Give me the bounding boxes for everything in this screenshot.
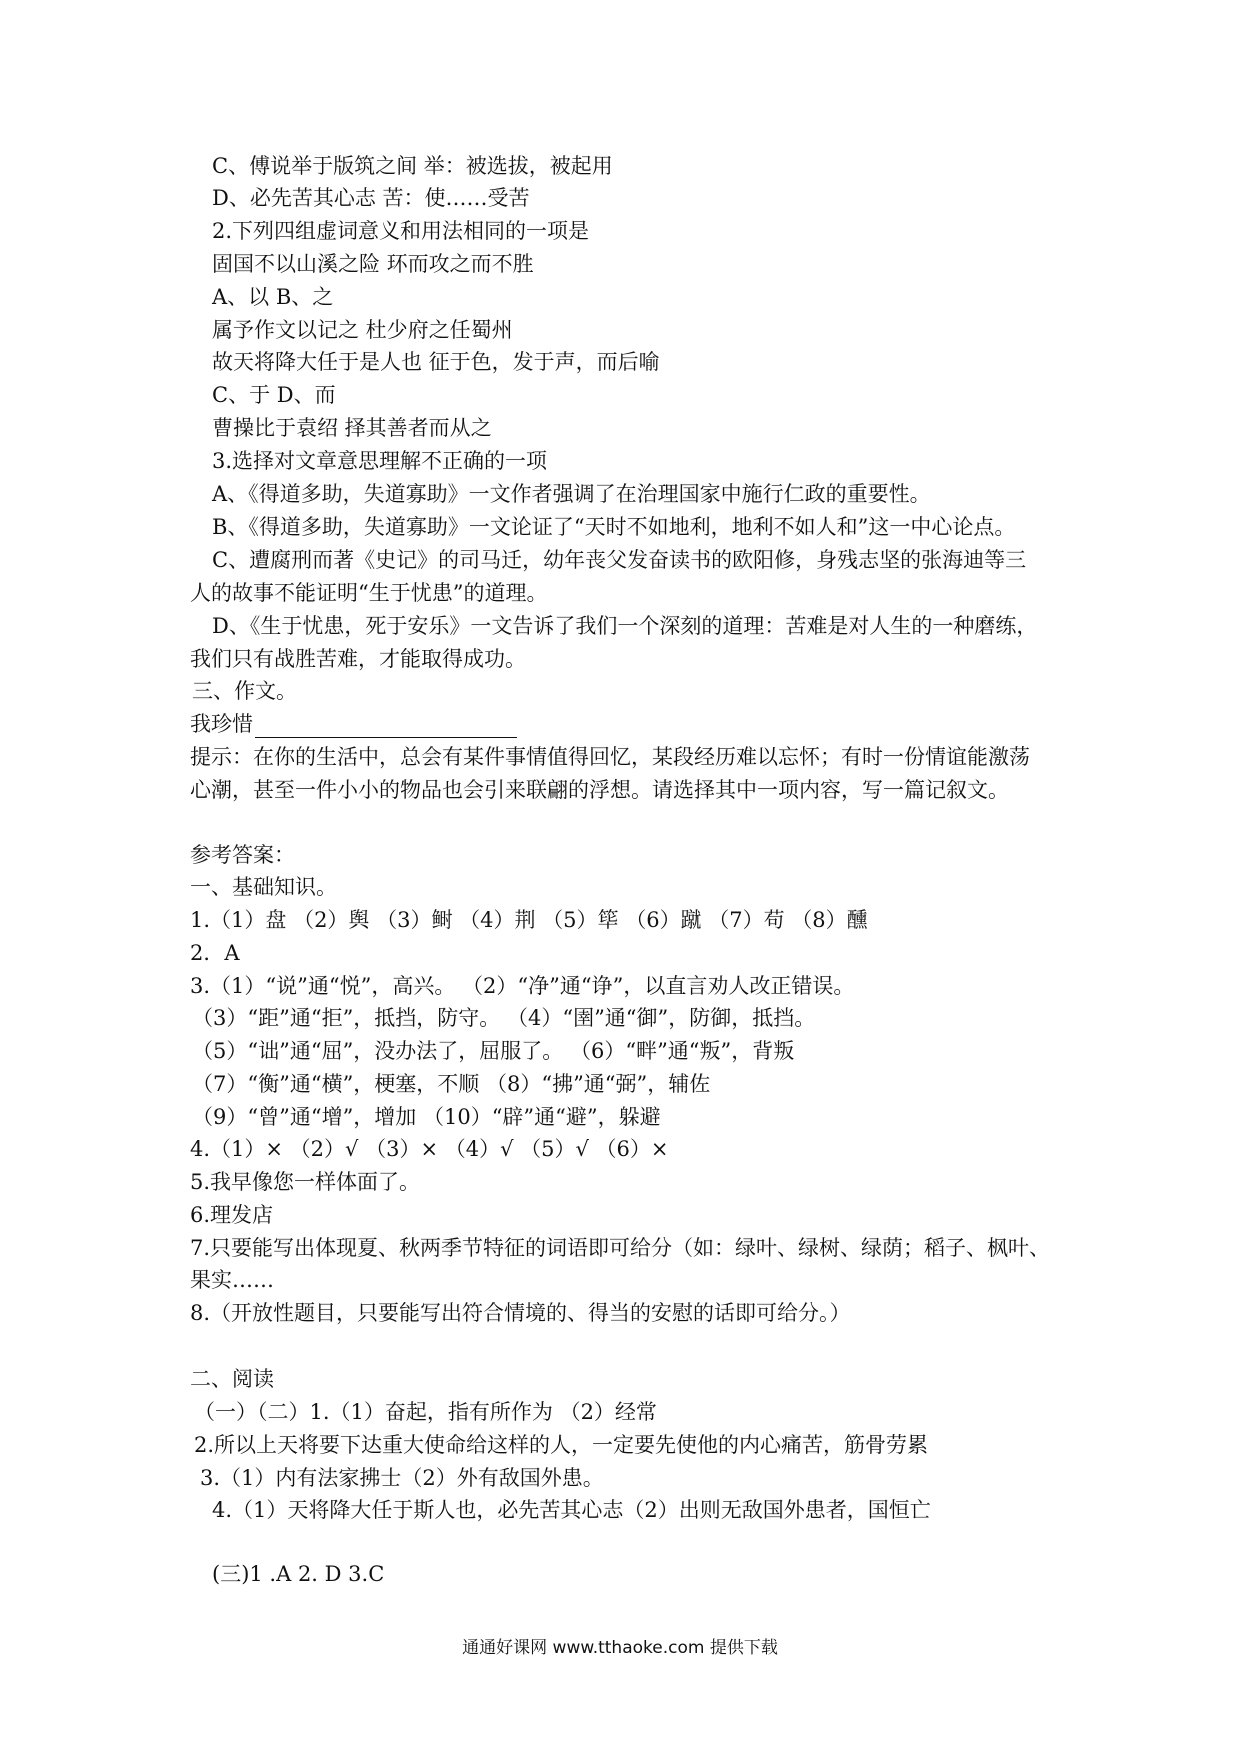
answer-8: 8.（开放性题目，只要能写出符合情境的、得当的安慰的话即可给分。） [190,1301,851,1325]
answers-section2-heading: 二、阅读 [190,1367,274,1391]
q2-pair-a-example: 固国不以山溪之险 环而攻之而不胜 [212,252,534,276]
q2-pair-d-example: 曹操比于袁绍 择其善者而从之 [212,416,492,440]
q3-option-d-line2: 我们只有战胜苦难，才能取得成功。 [190,647,526,671]
answer-3-line5: （9）“曾”通“增”，增加 （10）“辟”通“避”，躲避 [192,1105,661,1129]
page-footer: 通通好课网 www.tthaoke.com 提供下载 [462,1638,778,1658]
q3-option-a: A、《得道多助，失道寡助》一文作者强调了在治理国家中施行仁政的重要性。 [212,482,931,506]
q3-option-b: B、《得道多助，失道寡助》一文论证了“天时不如地利，地利不如人和”这一中心论点。 [212,515,1016,539]
answer-3-line2: （3）“距”通“拒”，抵挡，防守。 （4）“圉”通“御”，防御，抵挡。 [192,1006,816,1030]
essay-hint-line1: 提示：在你的生活中，总会有某件事情值得回忆，某段经历难以忘怀；有时一份情谊能激荡 [190,745,1030,769]
q1-option-c: C、傅说举于版筑之间 举：被选拔，被起用 [212,154,613,178]
answer-3-line4: （7）“衡”通“横”，梗塞，不顺 （8）“拂”通“弼”，辅佐 [192,1072,711,1096]
essay-hint-line2: 心潮，甚至一件小小的物品也会引来联翩的浮想。请选择其中一项内容，写一篇记叙文。 [190,778,1009,802]
q3-option-c-line2: 人的故事不能证明“生于忧患”的道理。 [190,581,548,605]
answer-4: 4.（1）× （2）√ （3）× （4）√ （5）√ （6）× [190,1137,669,1161]
answer-3-line1: 3.（1）“说”通“悦”，高兴。 （2）“净”通“诤”，以直言劝人改正错误。 [190,974,855,998]
q2-pair-c-example: 故天将降大任于是人也 征于色，发于声，而后喻 [212,350,660,374]
reading-answer-5: (三)1 .A 2. D 3.C [212,1562,385,1586]
essay-title-line [190,710,517,738]
essay-title-blank [255,715,517,738]
q2-prompt: 2.下列四组虚词意义和用法相同的一项是 [212,219,590,243]
q2-pair-b-example: 属予作文以记之 杜少府之任蜀州 [212,318,513,342]
q2-options-cd: C、于 D、而 [212,383,336,407]
reading-answer-2: 2.所以上天将要下达重大使命给这样的人，一定要先使他的内心痛苦，筋骨劳累 [194,1433,929,1457]
answers-section1-heading: 一、基础知识。 [190,875,337,899]
q2-options-ab: A、以 B、之 [212,285,334,309]
reading-answer-4: 4.（1）天将降大任于斯人也，必先苦其心志（2）出则无敌国外患者，国恒亡 [212,1498,931,1522]
answer-2: 2．A [190,941,240,965]
reading-answer-3: 3.（1）内有法家拂士（2）外有敌国外患。 [200,1466,604,1490]
answer-7-line2: 果实…… [190,1268,274,1292]
answers-heading: 参考答案： [190,843,295,867]
q3-prompt: 3.选择对文章意思理解不正确的一项 [212,449,548,473]
essay-title-prefix: 我珍惜 [190,712,253,736]
q1-option-d: D、必先苦其心志 苦：使……受苦 [212,186,530,210]
answer-7-line1: 7.只要能写出体现夏、秋两季节特征的词语即可给分（如：绿叶、绿树、绿荫；稻子、枫叶、 [190,1236,1051,1260]
q3-option-d-line1: D、《生于忧患，死于安乐》一文告诉了我们一个深刻的道理：苦难是对人生的一种磨练， [212,614,1038,638]
answer-6: 6.理发店 [190,1203,274,1227]
answer-3-line3: （5）“诎”通“屈”，没办法了，屈服了。 （6）“畔”通“叛”，背叛 [192,1039,795,1063]
q3-option-c-line1: C、遭腐刑而著《史记》的司马迁，幼年丧父发奋读书的欧阳修，身残志坚的张海迪等三 [212,548,1027,572]
answer-5: 5.我早像您一样体面了。 [190,1170,421,1194]
essay-heading: 三、作文。 [192,679,297,703]
reading-answer-1: （一）（二）1.（1）奋起，指有所作为 （2）经常 [194,1400,657,1424]
answer-1: 1.（1）盘 （2）舆 （3）鲥 （4）荆 （5）筚 （6）蹴 （7）苟 （8）醺 [190,908,868,932]
